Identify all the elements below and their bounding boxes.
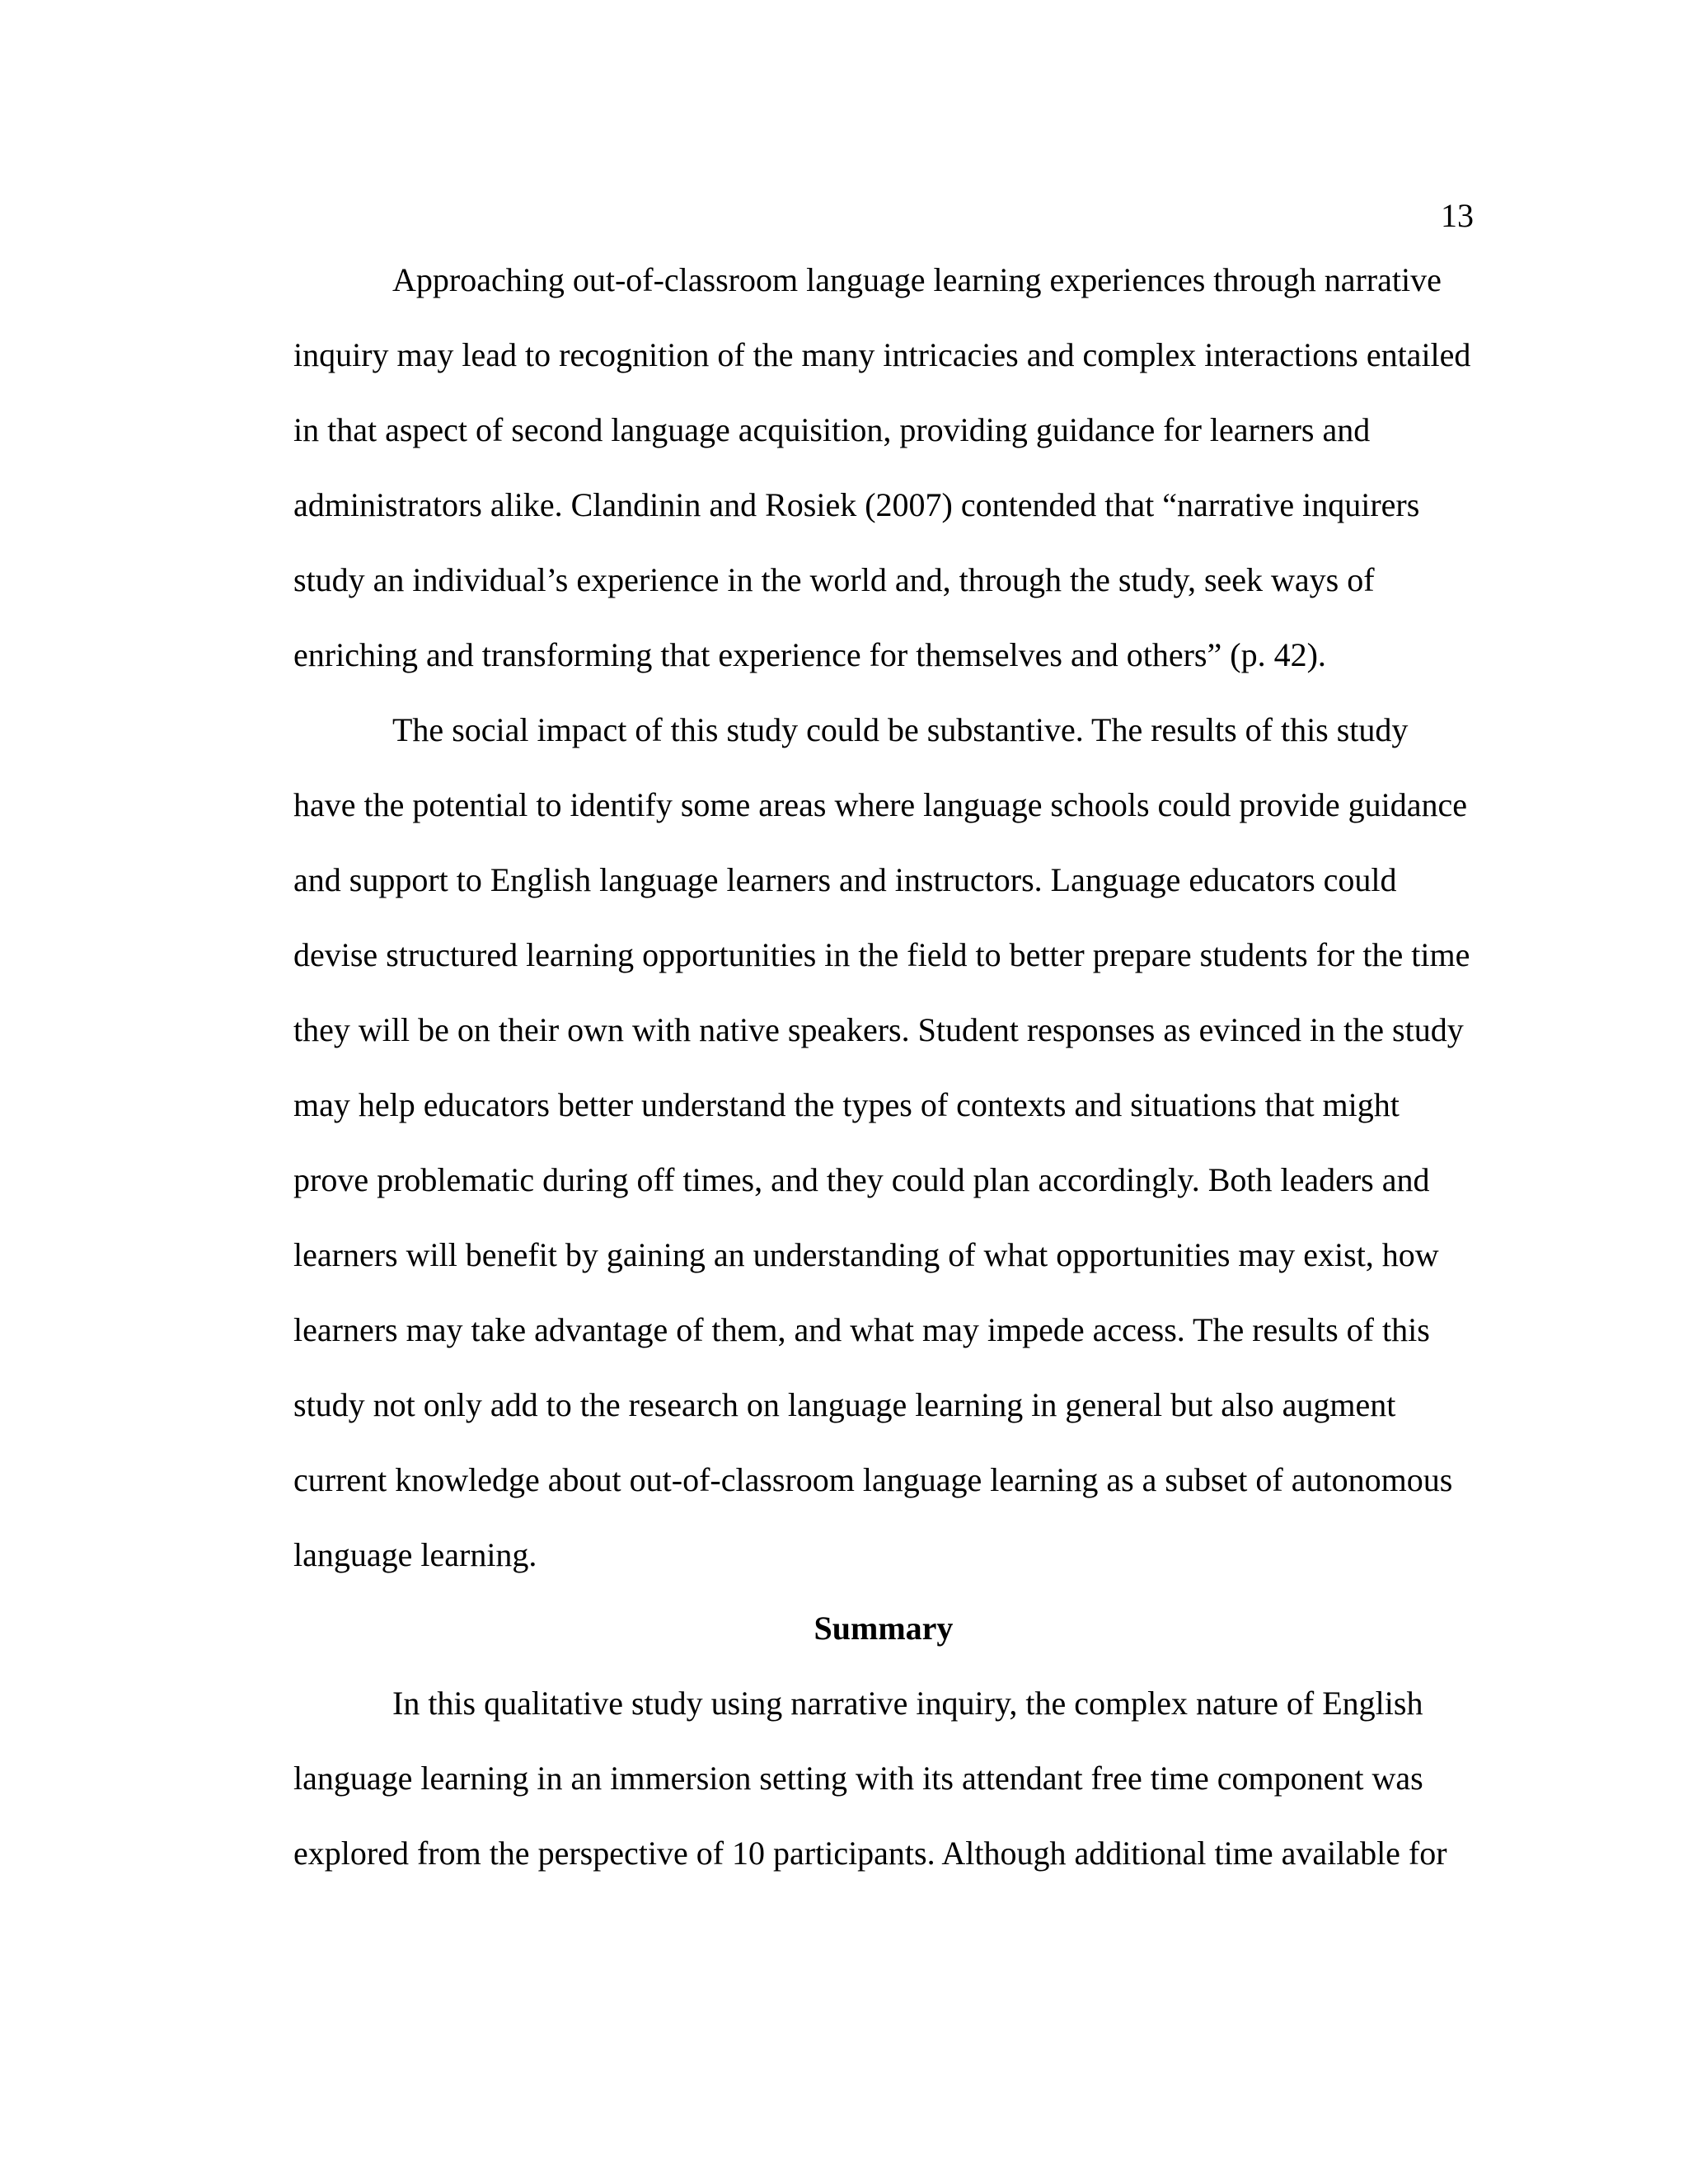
text-line: language learning in an immersion setting with its attendant free time component was [293, 1760, 1423, 1797]
text-line: The social impact of this study could be substantive. The results of this study [392, 711, 1409, 748]
text-line: study not only add to the research on language learning in general but also augment [293, 1386, 1396, 1423]
text-line: may help educators better understand the types of contexts and situations that might [293, 1086, 1400, 1123]
text-line: prove problematic during off times, and they could plan accordingly. Both leaders and [293, 1161, 1430, 1198]
text-line: inquiry may lead to recognition of the many intricacies and complex interactions entailed [293, 336, 1471, 373]
section-heading-summary: Summary [814, 1610, 954, 1647]
text-line: explored from the perspective of 10 participants. Although additional time available for [293, 1835, 1447, 1872]
text-line: study an individual’s experience in the world and, through the study, seek ways of [293, 561, 1375, 598]
text-line: enriching and transforming that experience for themselves and others” (p. 42). [293, 636, 1326, 673]
text-line: have the potential to identify some areas where language schools could provide guidance [293, 786, 1467, 823]
page-number: 13 [1441, 197, 1474, 234]
text-line: In this qualitative study using narrative inquiry, the complex nature of English [392, 1685, 1423, 1722]
text-line: current knowledge about out-of-classroom language learning as a subset of autonomous [293, 1461, 1453, 1498]
paragraph-summary [293, 1666, 1474, 1891]
text-line: and support to English language learners and instructors. Language educators could [293, 861, 1397, 898]
text-line: administrators alike. Clandinin and Rosiek (2007) contended that “narrative inquirers [293, 486, 1420, 523]
text-line: Approaching out-of-classroom language learning experiences through narrative [392, 261, 1442, 298]
paragraph-narrative-inquiry [293, 242, 1474, 692]
text-line: in that aspect of second language acquisition, providing guidance for learners and [293, 411, 1371, 448]
text-line: learners will benefit by gaining an understanding of what opportunities may exist, how [293, 1236, 1439, 1273]
text-line: devise structured learning opportunities in the field to better prepare students for the time [293, 936, 1470, 973]
text-line: language learning. [293, 1536, 537, 1573]
text-line: they will be on their own with native speakers. Student responses as evinced in the study [293, 1011, 1464, 1048]
body-text-summary [293, 1666, 1474, 1891]
paragraph-social-impact [293, 692, 1474, 1592]
text-line: learners may take advantage of them, and what may impede access. The results of this [293, 1311, 1430, 1348]
body-text-top [293, 242, 1474, 1592]
